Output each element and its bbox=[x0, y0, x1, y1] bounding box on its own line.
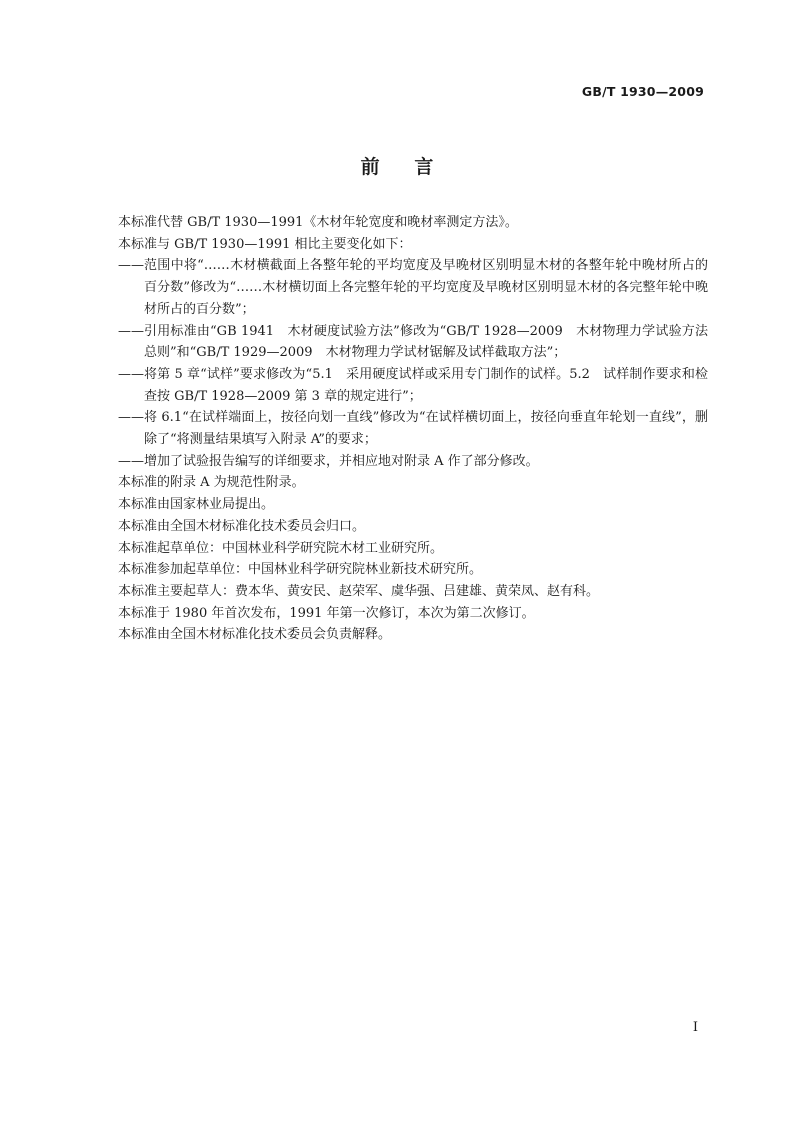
intro-paragraph-2: 本标准与 GB/T 1930—1991 相比主要变化如下： bbox=[118, 236, 412, 252]
change-text: 将 6.1“在试样端面上，按径向划一直线”修改为“在试样横切面上，按径向垂直年轮划一直线”，删除了“将测量结果填写入附录 A”的要求； bbox=[144, 410, 708, 448]
closing-paragraph: 本标准由全国木材标准化技术委员会归口。 bbox=[118, 518, 366, 534]
change-item bbox=[118, 321, 708, 364]
change-item bbox=[118, 364, 708, 407]
dash-marker: —— bbox=[118, 323, 144, 339]
title-char-2: 言 bbox=[414, 156, 434, 178]
change-text: 将第 5 章“试样”要求修改为“5.1 采用硬度试样或采用专门制作的试样。5.2 试样制作要求和检查按 GB/T 1928—2009 第 3 章的规定进行”； bbox=[144, 366, 708, 404]
standard-number: GB/T 1930—2009 bbox=[581, 84, 704, 99]
change-item bbox=[118, 255, 708, 320]
change-text: 引用标准由“GB 1941 木材硬度试验方法”修改为“GB/T 1928—2009 木材物理力学试验方法总则”和“GB/T 1929—2009 木材物理力学试材锯解及试样截取方法”； bbox=[144, 323, 708, 361]
dash-marker: —— bbox=[118, 453, 144, 469]
closing-paragraph: 本标准起草单位：中国林业科学研究院木材工业研究所。 bbox=[118, 540, 444, 556]
closing-paragraph: 本标准由国家林业局提出。 bbox=[118, 497, 275, 513]
closing-paragraph: 本标准的附录 A 为规范性附录。 bbox=[118, 475, 305, 491]
dash-marker: —— bbox=[118, 366, 144, 382]
change-item bbox=[118, 407, 708, 450]
closing-paragraph: 本标准主要起草人：费本华、黄安民、赵荣军、虞华强、吕建雄、黄荣凤、赵有科。 bbox=[118, 583, 600, 599]
dash-marker: —— bbox=[118, 410, 144, 426]
change-item bbox=[118, 451, 708, 473]
closing-paragraph: 本标准参加起草单位：中国林业科学研究院林业新技术研究所。 bbox=[118, 562, 483, 578]
title-char-1: 前 bbox=[360, 156, 380, 178]
intro-paragraph-1: 本标准代替 GB/T 1930—1991《木材年轮宽度和晚材率测定方法》。 bbox=[118, 215, 518, 230]
change-text: 范围中将“……木材横截面上各整年轮的平均宽度及早晚材区别明显木材的各整年轮中晚材所占的百分数”修改为“……木材横切面上各完整年轮的平均宽度及早晚材区别明显木材的各完整年轮中晚材所占的百分数”； bbox=[144, 258, 708, 317]
change-text: 增加了试验报告编写的详细要求，并相应地对附录 A 作了部分修改。 bbox=[144, 453, 539, 469]
foreword-body bbox=[118, 212, 708, 646]
closing-paragraph: 本标准于 1980 年首次发布，1991 年第一次修订，本次为第二次修订。 bbox=[118, 605, 535, 621]
dash-marker: —— bbox=[118, 258, 144, 274]
page-title bbox=[0, 152, 794, 179]
closing-paragraph: 本标准由全国木材标准化技术委员会负责解释。 bbox=[118, 627, 392, 643]
page-number: I bbox=[692, 1020, 698, 1035]
